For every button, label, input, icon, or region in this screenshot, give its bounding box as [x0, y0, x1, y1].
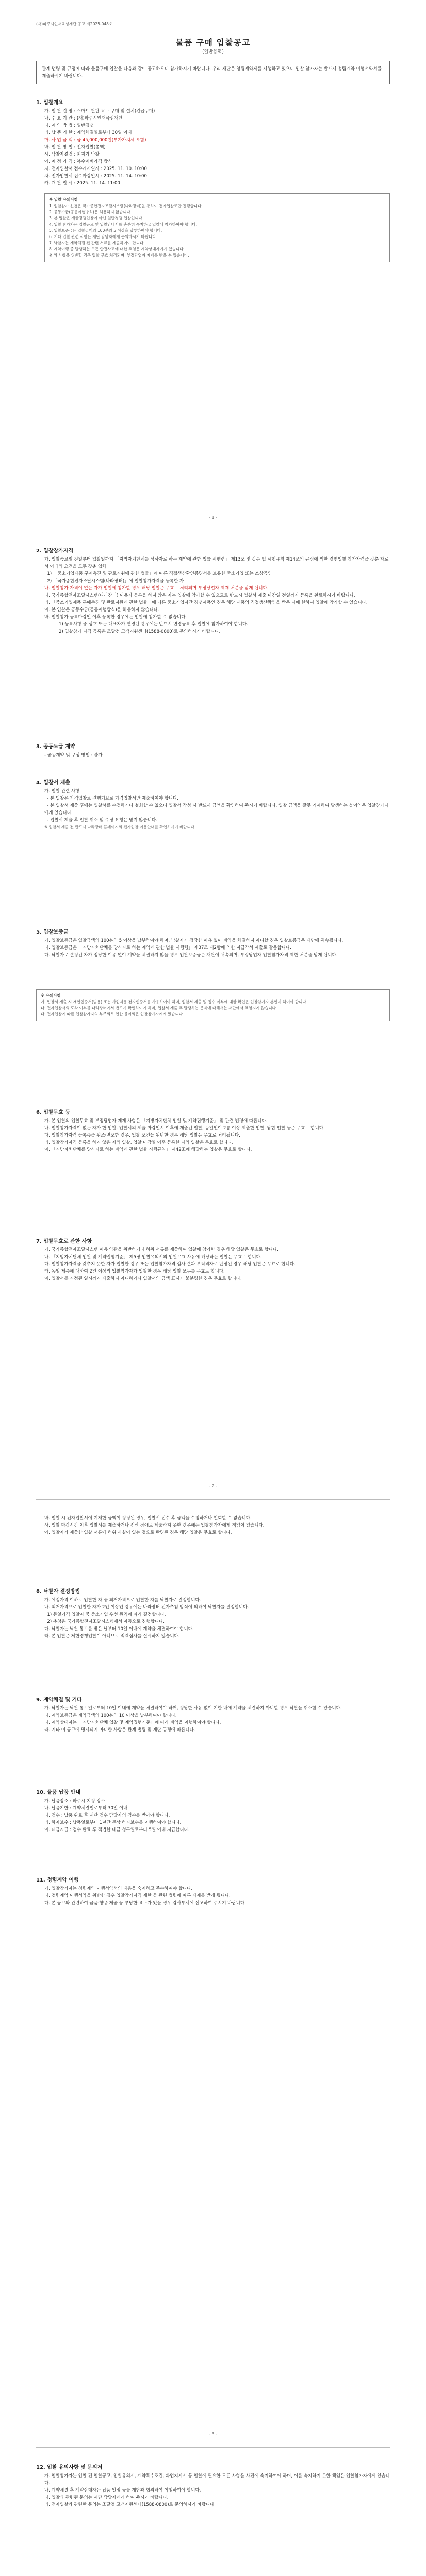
section-qualification	[36, 546, 390, 635]
section-title: 12. 입찰 유의사항 및 문의처	[36, 2465, 103, 2470]
invalid-detail-line: 나. 「지방자치단체 입찰 및 계약집행기준」 제5장 입찰유의서의 입찰무효 사유에 해당하는 입찰은 무효로 합니다.	[44, 1255, 262, 1260]
page-divider	[36, 2447, 390, 2448]
page-subtitle: (일반용역)	[202, 49, 224, 55]
section-title: 8. 낙찰자 결정방법	[36, 1589, 80, 1595]
section-bid-bond	[36, 927, 390, 959]
contract-line: 나. 계약보증금은 계약금액의 100분의 10 이상을 납부하여야 합니다.	[44, 1713, 177, 1718]
integrity-line: 나. 청렴계약 이행서약을 위반한 경우 입찰참가자격 제한 등 관련 법령에 따른 제재를 받게 됩니다.	[44, 1893, 231, 1899]
overview-line: 바. 입 찰 방 법 : 전자입찰(총액)	[44, 145, 106, 150]
contract-line: 다. 계약상대자는 「지방자치단체 입찰 및 계약집행기준」에 따라 계약을 이행하여야 합니다.	[44, 1720, 221, 1725]
overview-line: 자. 전자입찰서 접수개시일시 : 2025. 11. 10. 10:00	[44, 166, 147, 172]
overview-line: 카. 개 찰 일 시 : 2025. 11. 14. 11:00	[44, 181, 120, 186]
invalid-detail-line: 라. 동일 제품에 대하여 2인 이상의 입찰참가자가 입찰한 경우 해당 입찰 모두를 무효로 합니다.	[44, 1269, 225, 1274]
invalid-line: 마. 「지방자치단체를 당사자로 하는 계약에 관한 법률 시행규칙」 제42조에 해당하는 입찰은 무효로 합니다.	[44, 1147, 252, 1153]
qualification-line: 나. 입찰참가 자격이 없는 자가 입찰에 참가할 경우 해당 입찰은 무효로 처리되며 부정당업자 제재 처분을 받게 됩니다.	[44, 586, 269, 591]
overview-note	[44, 193, 390, 262]
note-title: ※ 입찰 유의사항	[49, 197, 78, 202]
qualification-line: 2) 「국가종합전자조달시스템(나라장터)」에 입찰참가자격을 등록한 자	[44, 579, 184, 584]
section-title: 9. 계약체결 및 기타	[36, 1697, 82, 1703]
delivery-line: 마. 대금지급 : 검수 완료 후 적법한 대금 청구일로부터 5일 이내 지급합니다.	[44, 1827, 190, 1833]
bond-line: 다. 낙찰자로 결정된 자가 정당한 이유 없이 계약을 체결하지 않을 경우 입찰보증금은 재단에 귀속되며, 부정당업자 입찰참가자격 제한 처분을 받게 됩니다.	[44, 953, 338, 958]
integrity-line: 다. 본 공고와 관련하여 금품·향응 제공 등 부당한 요구가 있을 경우 감사부서에 신고하여 주시기 바랍니다.	[44, 1901, 246, 1906]
section-inquiry	[36, 2463, 390, 2509]
intro-text: 관계 법령 및 규정에 따라 물품구매 입찰을 다음과 같이 공고하오니 참가하시기 바랍니다. 우리 재단은 청렴계약제를 시행하고 있으니 입찰 참가자는 반드시 청렴계약 이행서약서를 제출하시기 바랍니다.	[36, 61, 390, 84]
delivery-line: 라. 하자보수 : 납품일로부터 1년간 무상 하자보수를 이행하여야 합니다.	[44, 1820, 182, 1825]
submission-line: - 본 입찰서 제출 후에는 입찰서를 수정하거나 철회할 수 없으니 입찰서 작성 시 반드시 금액을 확인하여 주시기 바랍니다. 입찰 금액을 잘못 기재하여 발생하는 불이익은 입찰참가자에게 있습니다.	[44, 803, 389, 816]
invalid-line: 나. 입찰참가자격이 없는 자가 한 입찰, 입찰서의 제출 마감일시 이후에 제출된 입찰, 동일인이 2통 이상 제출한 입찰, 담합 입찰 등은 무효로 합니다.	[44, 1126, 325, 1131]
submission-line: 가. 입찰 관련 사항	[44, 789, 80, 794]
section-overview	[36, 98, 390, 187]
notice-number: (재)파주시인재육성재단 공고 제2025-048호	[36, 22, 113, 26]
contract-line: 라. 기타 이 공고에 명시되지 아니한 사항은 관계 법령 및 재단 규정에 따릅니다.	[44, 1727, 195, 1733]
submission-line: - 본 입찰은 가격입찰로 진행되므로 가격입찰서만 제출하여야 합니다.	[44, 796, 178, 801]
delivery-line: 가. 납품장소 : 파주시 지정 장소	[44, 1799, 105, 1804]
overview-line: 가. 입 찰 건 명 : 스마트 칠판 교구 구매 및 설치(긴급구매)	[44, 109, 155, 114]
invalid-detail-line: 가. 국가종합전자조달시스템 이용 약관을 위반하거나 허위 서류를 제출하여 입찰에 참가한 경우 해당 입찰은 무효로 합니다.	[44, 1247, 278, 1252]
inquiry-line: 가. 입찰참가자는 입찰 전 입찰공고, 입찰유의서, 계약특수조건, 과업지시서 등 입찰에 필요한 모든 사항을 사전에 숙지하여야 하며, 이를 숙지하지 못한 책임은 입찰참가자에게 있습니다.	[44, 2473, 390, 2486]
section-invalid-details-cont	[36, 1515, 390, 1536]
note-line: 1. 입찰참가 신청은 국가종합전자조달시스템(나라장터)을 통하여 전자입찰로만 진행합니다.	[49, 204, 203, 208]
inquiry-line: 나. 계약체결 후 계약상대자는 납품 일정 등을 재단과 협의하여 이행하여야 합니다.	[44, 2488, 201, 2493]
section-bid-submission	[36, 778, 390, 831]
section-title: 11. 청렴계약 이행	[36, 1877, 79, 1883]
document-header	[36, 21, 390, 28]
bond-line: 가. 입찰보증금은 입찰금액의 100분의 5 이상을 납부하여야 하며, 낙찰자가 정당한 이유 없이 계약을 체결하지 아니할 경우 입찰보증금은 재단에 귀속됩니다.	[44, 938, 343, 943]
bond-line: 나. 입찰보증금은 「지방자치단체를 당사자로 하는 계약에 관한 법률 시행령」 제37조 제2항에 의한 지급각서 제출로 갈음합니다.	[44, 945, 291, 951]
qualification-line: 라. 「중소기업제품 구매촉진 및 판로지원에 관한 법률」에 따른 중소기업자간 경쟁제품인 경우 해당 제품의 직접생산확인을 받은 자에 한하여 입찰에 참가할 수 있습니다.	[44, 600, 368, 605]
note-line: 3. 본 입찰은 제한경쟁입찰이 아닌 일반경쟁 입찰입니다.	[49, 216, 144, 221]
qualification-line: 1) 「중소기업제품 구매촉진 및 판로지원에 관한 법률」에 따른 직접생산확인증명서를 보유한 중소기업 또는 소상공인	[44, 571, 272, 577]
page-divider	[36, 1499, 390, 1500]
integrity-line: 가. 입찰참가자는 청렴계약 이행서약서의 내용을 숙지하고 준수하여야 합니다.	[44, 1886, 193, 1891]
section-invalid-bids	[36, 1108, 390, 1154]
inquiry-line: 라. 전자입찰과 관련한 문의는 조달청 고객지원센터(1588-0800)로 문의하시기 바랍니다.	[44, 2502, 216, 2507]
delivery-line: 다. 검수 : 납품 완료 후 재단 검수 담당자의 검수를 받아야 합니다.	[44, 1813, 170, 1818]
joint-contract-line: - 공동계약 및 구성 방법 : 불가	[44, 753, 103, 758]
overview-line: 라. 납 품 기 한 : 계약체결일로부터 30일 이내	[44, 130, 132, 135]
note-footer: ※ 위 사항을 위반할 경우 입찰 무효 처리되며, 부정당업자 제재를 받을 수 있습니다.	[49, 253, 189, 258]
award-line: 2) 추첨은 국가종합전자조달시스템에서 자동으로 진행합니다.	[44, 1619, 165, 1624]
invalid-detail-line: 사. 입찰 마감시간 이후 입찰서를 제출하거나 전산 장애로 제출하지 못한 경우에는 입찰참가자에게 책임이 있습니다.	[44, 1523, 265, 1528]
page-number: - 1 -	[209, 515, 217, 520]
submission-note: ※ 입찰서 제출 전 반드시 나라장터 홈페이지의 전자입찰 이용안내를 확인하시기 바랍니다.	[44, 825, 196, 829]
qualification-line: 바. 입찰참가 등록마감일 이후 등록한 경우에는 입찰에 참가할 수 없습니다.	[44, 615, 187, 620]
qualification-line: 가. 입찰공고일 전일부터 입찰일까지 「지방자치단체를 당사자로 하는 계약에 관한 법률 시행령」 제13조 및 같은 법 시행규칙 제14조의 규정에 의한 경쟁입찰 참가자격을 갖춘 자로서 아래의 요건을 모두 갖춘 업체	[44, 557, 389, 569]
note-line: 2. 공동수급(공동이행방식)은 허용하지 않습니다.	[49, 210, 132, 214]
section-title: 10. 물품 납품 안내	[36, 1790, 81, 1795]
qualification-line: 다. 국가종합전자조달시스템(나라장터) 이용자 등록을 하지 않은 자는 입찰에 참가할 수 없으므로 반드시 입찰서 제출 마감일 전일까지 등록을 완료하시기 바랍니다.	[44, 593, 355, 598]
note-line: 7. 낙찰자는 계약체결 전 관련 서류를 제출하여야 합니다.	[49, 241, 145, 245]
section-contract	[36, 1695, 390, 1734]
caution-note	[36, 989, 390, 1021]
contract-line: 가. 낙찰자는 낙찰 통보일로부터 10일 이내에 계약을 체결하여야 하며, 정당한 사유 없이 기한 내에 계약을 체결하지 아니할 경우 낙찰을 취소할 수 있습니다.	[44, 1706, 342, 1711]
page-number: - 3 -	[209, 2432, 217, 2436]
invalid-detail-line: 마. 입찰서를 지정된 일시까지 제출하지 아니하거나 입찰서의 금액 표시가 불분명한 경우 무효로 합니다.	[44, 1276, 242, 1281]
overview-line: 아. 예 정 가 격 : 복수예비가격 방식	[44, 159, 112, 164]
section-integrity	[36, 1875, 390, 1907]
overview-line: 차. 전자입찰서 접수마감일시 : 2025. 11. 14. 10:00	[44, 174, 147, 179]
award-line: 가. 예정가격 이하로 입찰한 자 중 최저가격으로 입찰한 자를 낙찰자로 결정합니다.	[44, 1598, 201, 1603]
submission-line: - 입찰서 제출 후 입찰 취소 및 수정 요청은 받지 않습니다.	[44, 818, 157, 823]
note-line: 8. 계약이행 중 발생하는 모든 안전사고에 대한 책임은 계약상대자에게 있습니다.	[49, 247, 185, 251]
overview-line: 사. 낙찰자결정 : 최저가 낙찰	[44, 152, 100, 157]
overview-line: 다. 계 약 방 법 : 일반경쟁	[44, 123, 94, 128]
section-title: 3. 공동도급 계약	[36, 744, 75, 750]
section-award-method	[36, 1587, 390, 1640]
page-title: 물품 구매 입찰공고	[175, 38, 251, 47]
caution-title: ※ 유의사항	[41, 993, 61, 998]
award-line: 다. 낙찰자는 낙찰 통보를 받은 날부터 10일 이내에 계약을 체결하여야 합니다.	[44, 1626, 194, 1632]
overview-line: 마. 사 업 금 액 : 금 45,000,000원(부가가치세 포함)	[44, 138, 146, 143]
invalid-line: 라. 입찰참가자격 등록을 하지 않은 자의 입찰, 입찰 마감일 이후 등록한 자의 입찰은 무효로 합니다.	[44, 1140, 234, 1145]
caution-box	[36, 989, 390, 1021]
section-invalid-details	[36, 1236, 390, 1282]
title-block	[36, 36, 390, 55]
award-line: 1) 동일가격 입찰자 중 중소기업 우선 원칙에 따라 결정합니다.	[44, 1612, 166, 1617]
section-title: 4. 입찰서 제출	[36, 780, 71, 786]
section-delivery	[36, 1788, 390, 1834]
section-title: 1. 입찰개요	[36, 100, 63, 106]
note-line: 5. 입찰보증금은 입찰금액의 100분의 5 이상을 납부하여야 합니다.	[49, 228, 162, 233]
delivery-line: 나. 납품기한 : 계약체결일로부터 30일 이내	[44, 1806, 128, 1811]
qualification-subline: 2) 입찰참가 자격 등록은 조달청 고객지원센터(1588-0800)로 문의하시기 바랍니다.	[59, 629, 221, 634]
caution-line: 다. 전자입찰에 따른 입찰참가자의 부주의로 인한 불이익은 입찰참가자에게 있습니다.	[41, 1012, 184, 1016]
section-title: 5. 입찰보증금	[36, 929, 69, 935]
intro-box	[36, 61, 390, 84]
qualification-line: 마. 본 입찰은 공동수급(공동이행방식)을 허용하지 않습니다.	[44, 607, 159, 613]
page-number: - 2 -	[209, 1484, 217, 1488]
caution-line: 나. 전자입찰서의 도착 여부를 나라장터에서 반드시 확인하여야 하며, 입찰서 제출 후 발생하는 문제에 대해서는 재단에서 책임지지 않습니다.	[41, 1006, 277, 1010]
invalid-line: 다. 입찰참가자격 등록증을 위조·변조한 경우, 입찰 조건을 위반한 경우 해당 입찰은 무효로 처리됩니다.	[44, 1133, 240, 1138]
section-title: 6. 입찰무효 등	[36, 1110, 71, 1115]
note-line: 4. 입찰 참가자는 입찰공고 및 입찰안내서를 충분히 숙지하고 입찰에 참가하여야 합니다.	[49, 222, 197, 227]
overview-note-box	[44, 193, 390, 262]
invalid-detail-line: 다. 입찰참가자격을 갖추지 못한 자가 입찰한 경우 또는 입찰참가자격 심사 결과 부적격자로 판정된 경우 해당 입찰은 무효로 합니다.	[44, 1262, 296, 1267]
invalid-detail-line: 아. 입찰자가 제출한 입찰 서류에 허위 사실이 있는 것으로 판명된 경우 해당 입찰은 무효로 합니다.	[44, 1530, 232, 1535]
note-line: 6. 기타 입찰 관련 사항은 재단 담당자에게 문의하시기 바랍니다.	[49, 234, 157, 239]
invalid-detail-line: 바. 입찰 시 전자입찰서에 기재한 금액이 정정된 경우, 입찰서 접수 후 금액을 수정하거나 철회할 수 없습니다.	[44, 1516, 252, 1521]
award-line: 라. 본 입찰은 제한경쟁입찰이 아니므로 적격심사를 실시하지 않습니다.	[44, 1634, 180, 1639]
section-title: 2. 입찰참가자격	[36, 548, 74, 554]
section-joint-contract	[36, 742, 390, 759]
award-line: 나. 최저가격으로 입찰한 자가 2인 이상인 경우에는 나라장터 전자추첨 방식에 의하여 낙찰자를 결정합니다.	[44, 1605, 249, 1610]
section-title: 7. 입찰무효로 관한 사항	[36, 1239, 92, 1244]
invalid-line: 가. 본 입찰의 입찰무효 및 부정당업자 제재 사항은 「지방자치단체 입찰 및 계약집행기준」 및 관련 법령에 따릅니다.	[44, 1118, 268, 1124]
inquiry-line: 다. 입찰과 관련된 문의는 재단 담당자에게 하여 주시기 바랍니다.	[44, 2495, 169, 2500]
caution-line: 가. 입찰서 제출 시 개인인증서(범용) 또는 사업자용 전자인증서를 사용하여야 하며, 입찰서 제출 및 접수 여부에 대한 확인은 입찰참가자 본인이 하여야 합니다.	[41, 999, 308, 1004]
overview-line: 나. 수 요 기 관 : (재)파주시인재육성재단	[44, 116, 123, 121]
qualification-subline: 1) 등록사항 중 상호 또는 대표자가 변경된 경우에는 반드시 변경등록 후 입찰에 참가하여야 합니다.	[59, 622, 248, 627]
